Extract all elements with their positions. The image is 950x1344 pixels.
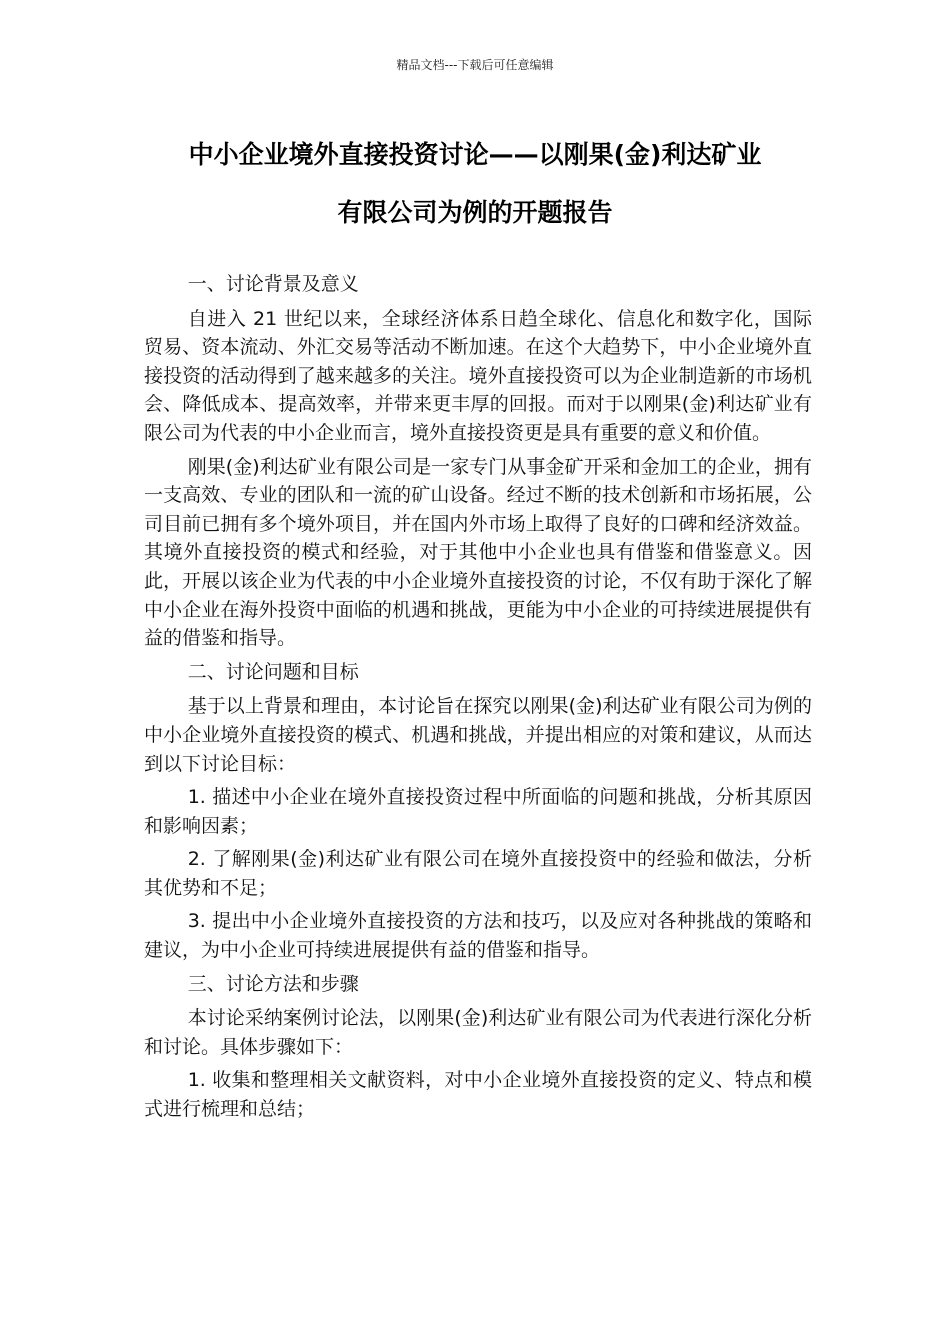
section-heading-methods: 三、讨论方法和步骤: [187, 972, 359, 995]
list-item-step-1: 1. 收集和整理相关文献资料，对中小企业境外直接投资的定义、特点和模式进行梳理和总结；: [144, 1069, 812, 1121]
list-item-objective-3: 3. 提出中小企业境外直接投资的方法和技巧，以及应对各种挑战的策略和建议，为中小企业可持续进展提供有益的借鉴和指导。: [144, 910, 812, 962]
paragraph-objectives-intro: 基于以上背景和理由，本讨论旨在探究以刚果(金)利达矿业有限公司为例的中小企业境外直接投资的模式、机遇和挑战，并提出相应的对策和建议，从而达到以下讨论目标：: [144, 695, 812, 775]
section-heading-questions: 二、讨论问题和目标: [187, 660, 359, 683]
list-item-objective-1: 1. 描述中小企业在境外直接投资过程中所面临的问题和挑战，分析其原因和影响因素；: [144, 786, 812, 837]
section-heading-background: 一、讨论背景及意义: [187, 273, 359, 295]
paragraph-background: 自进入 21 世纪以来，全球经济体系日趋全球化、信息化和数字化，国际贸易、资本流动、外汇交易等活动不断加速。在这个大趋势下，中小企业境外直接投资的活动得到了越来越多的关注。境外直接投资可以为企业制造新的市场机会、降低成本、提高效率，并带来更丰厚的回报。而对于以刚果(金)利达矿业有限公司为代表的中小企业而言，境外直接投资更是具有重要的意义和价值。: [144, 307, 812, 444]
document-title-line-2: 有限公司为例的开题报告: [337, 198, 613, 227]
document-body: [144, 270, 812, 1129]
page-header-watermark: 精品文档---下载后可任意编辑: [396, 58, 554, 72]
document-title-line-1: 中小企业境外直接投资讨论——以刚果(金)利达矿业: [188, 140, 762, 169]
paragraph-company-intro: 刚果(金)利达矿业有限公司是一家专门从事金矿开采和金加工的企业，拥有一支高效、专业的团队和一流的矿山设备。经过不断的技术创新和市场拓展，公司目前已拥有多个境外项目，并在国内外市场上取得了良好的口碑和经济效益。其境外直接投资的模式和经验，对于其他中小企业也具有借鉴和借鉴意义。因此，开展以该企业为代表的中小企业境外直接投资的讨论，不仅有助于深化了解中小企业在海外投资中面临的机遇和挑战，更能为中小企业的可持续进展提供有益的借鉴和指导。: [144, 455, 812, 650]
paragraph-methods-intro: 本讨论采纳案例讨论法，以刚果(金)利达矿业有限公司为代表进行深化分析和讨论。具体步骤如下：: [144, 1007, 812, 1058]
list-item-objective-2: 2. 了解刚果(金)利达矿业有限公司在境外直接投资中的经验和做法，分析其优势和不足；: [144, 848, 812, 899]
